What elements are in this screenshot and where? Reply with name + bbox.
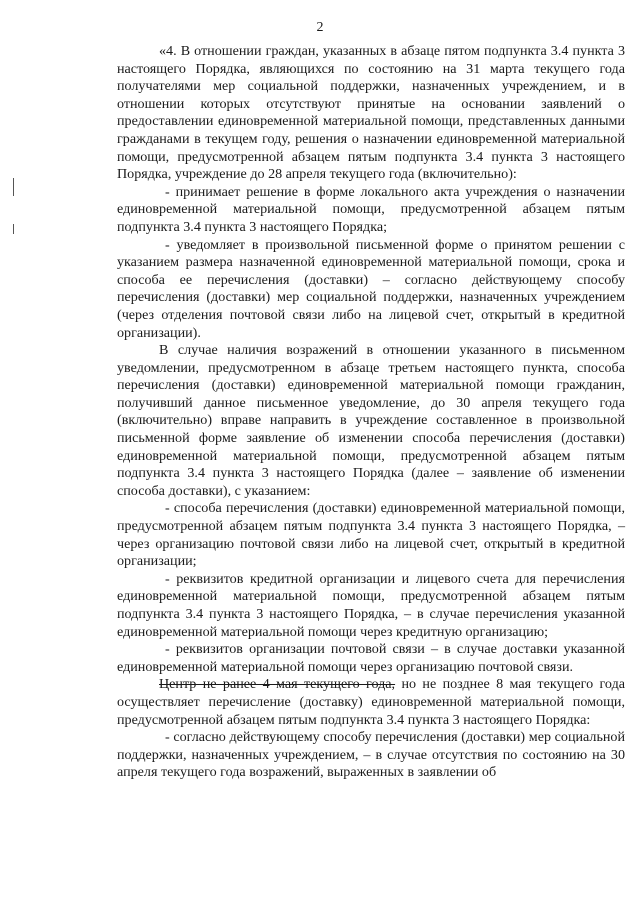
struck-text: Центр не ранее 4 мая текущего года, — [159, 676, 396, 693]
list-item-bank-details: - реквизитов кредитной организации и лицевого счета для перечисления единовременной материальной помощи, предусмотренной абзацем пятым подпункта 3.4 пункта 3 настоящего Порядка, – в случае перечисления указанной единовременной материальной помощи через кредитную организацию; — [117, 570, 625, 640]
margin-mark — [13, 224, 14, 234]
paragraph-center-transfer — [117, 676, 625, 729]
list-item-postal-details: - реквизитов организации почтовой связи – в случае доставки указанной единовременной материальной помощи через организацию почтовой связи. — [117, 641, 625, 675]
document-body — [117, 43, 625, 782]
list-item-decision: - принимает решение в форме локального акта учреждения о назначении единовременной материальной помощи, предусмотренной абзацем пятым подпункта 3.4 пункта 3 настоящего Порядка; — [117, 183, 625, 235]
list-item-current-method: - согласно действующему способу перечисления (доставки) мер социальной поддержки, назначенных учреждением, – в случае отсутствия по состоянию на 30 апреля текущего года возражений, выраженных в заявлении об — [117, 729, 625, 781]
paragraph-intro: «4. В отношении граждан, указанных в абзаце пятом подпункта 3.4 пункта 3 настоящего Порядка, являющихся по состоянию на 31 марта текущего года получателями мер социальной поддержки, назначенных учреждением, и в отношении которых отсутствуют принятые на основании заявлений о предоставлении единовременной материальной помощи, представленных данными гражданами в текущем году, решения о назначении единовременной материальной помощи, предусмотренной абзацем пятым подпункта 3.4 пункта 3 настоящего Порядка, учреждение до 28 апреля текущего года (включительно): — [117, 43, 625, 183]
list-item-notify: - уведомляет в произвольной письменной форме о принятом решении с указанием размера назначенной единовременной материальной помощи, срока и способа ее перечисления (доставки) – согласно действующему способу перечисления (доставки) мер социальной поддержки, назначенных учреждением (через отделения почтовой связи либо на лицевой счет, открытый в кредитной организации). — [117, 236, 625, 341]
list-item-delivery-method: - способа перечисления (доставки) единовременной материальной помощи, предусмотренной абзацем пятым подпункта 3.4 пункта 3 настоящего Порядка, – через организацию почтовой связи либо на лицевой счет, открытый в кредитной организации; — [117, 500, 625, 570]
paragraph-text: но не позднее 8 мая текущего года осуществляет перечисление (доставку) единовременной материальной помощи, предусмотренной абзацем пятым подпункта 3.4 пункта 3 настоящего Порядка: — [117, 676, 626, 728]
paragraph-objections: В случае наличия возражений в отношении указанного в письменном уведомлении, предусмотренном в абзаце третьем настоящего пункта, способа перечисления (доставки) единовременной материальной помощи гражданин, получивший данное письменное уведомление, до 30 апреля текущего года (включительно) вправе направить в учреждение составленное в произвольной письменной форме заявление об изменении способа перечисления (доставки) единовременной материальной помощи, предусмотренной абзацем пятым подпункта 3.4 пункта 3 настоящего Порядка (далее – заявление об изменении способа доставки), с указанием: — [117, 342, 625, 499]
margin-mark — [13, 178, 14, 196]
page-number: 2 — [316, 20, 324, 35]
